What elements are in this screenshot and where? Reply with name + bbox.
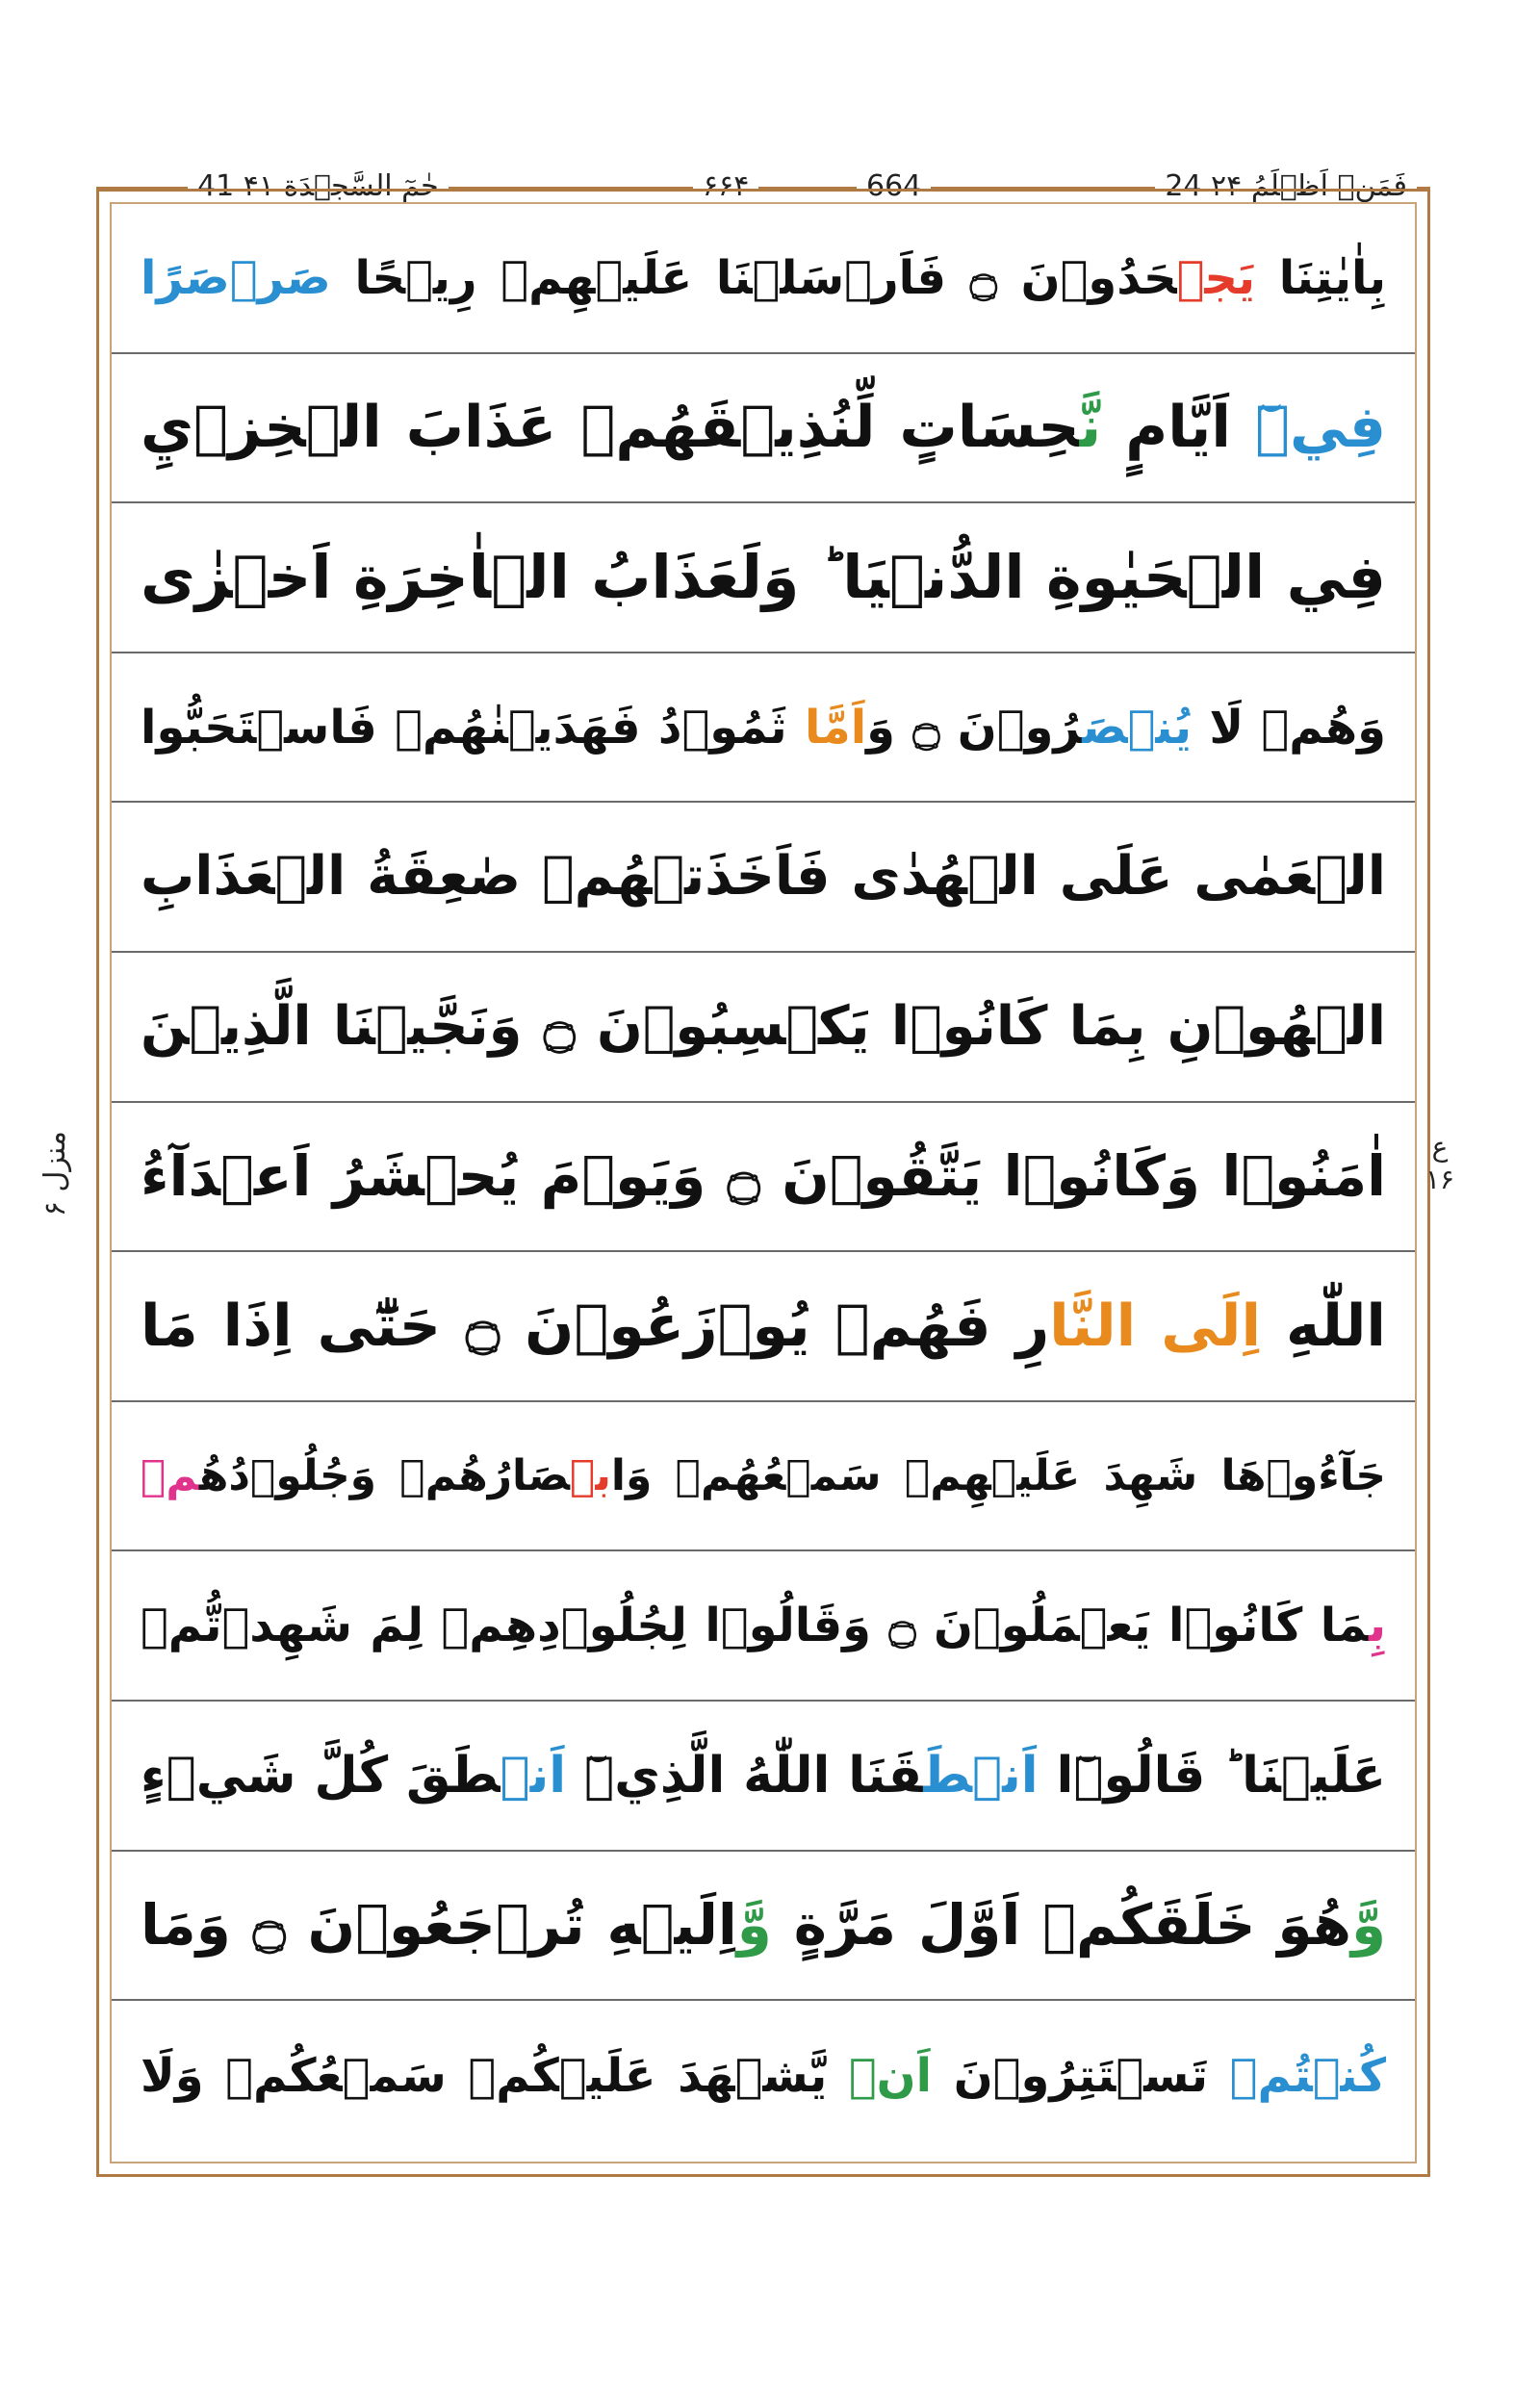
line-segment: صَارُهُمۡ وَجُلُوۡدُهُ xyxy=(198,1450,570,1500)
line-segment: اَيَّامٍ xyxy=(1101,394,1255,462)
text-line xyxy=(112,503,1415,653)
line-segment: ثَمُوۡدُ فَهَدَيۡنٰهُمۡ فَاسۡتَحَبُّوا xyxy=(141,700,805,755)
line-segment: حِسَاتٍ لِّنُذِيۡقَهُمۡ عَذَابَ الۡخِزۡيِ xyxy=(141,394,1080,462)
line-segment: يَّشۡهَدَ عَلَيۡكُمۡ سَمۡعُكُمۡ وَلَا xyxy=(141,2048,849,2103)
header-surah-label: 41 حٰمٓ السَّجۡدَة ۴۱ xyxy=(188,162,449,212)
text-line xyxy=(112,1402,1415,1552)
tajweed-highlight: بۡ xyxy=(569,1450,611,1500)
tajweed-highlight: اِلَى النَّا xyxy=(1049,1292,1262,1360)
page-number-urdu: ۶۶۴ xyxy=(693,162,758,212)
text-line xyxy=(112,1852,1415,2002)
tajweed-highlight: فِيۡٓ xyxy=(1254,394,1386,462)
text-lines xyxy=(112,204,1415,2151)
text-line xyxy=(112,1252,1415,1402)
tajweed-highlight: يَجۡ xyxy=(1176,250,1255,305)
tajweed-highlight: كُنۡتُمۡ xyxy=(1229,2048,1387,2103)
line-segment: رِ فَهُمۡ يُوۡزَعُوۡنَ ۝ حَتّٰٓى اِذَا مَا xyxy=(141,1292,1050,1360)
text-line xyxy=(112,2001,1415,2151)
tajweed-highlight: وَّ xyxy=(1350,1892,1387,1959)
text-line xyxy=(112,1702,1415,1852)
tajweed-highlight: اَنۡطَ xyxy=(923,1746,1039,1805)
line-segment: مَا كَانُوۡا يَعۡمَلُوۡنَ ۝ وَقَالُوۡا لِجُلُوۡدِهِمۡ لِمَ شَهِدۡتُّمۡ xyxy=(141,1599,1369,1653)
tajweed-highlight: وَّ xyxy=(736,1892,772,1959)
page-number: 664 xyxy=(857,162,931,212)
line-segment: جَآءُوۡهَا شَهِدَ عَلَيۡهِمۡ سَمۡعُهُمۡ وَا xyxy=(610,1450,1386,1500)
line-segment: حَدُوۡنَ ۝ فَاَرۡسَلۡنَا عَلَيۡهِمۡ رِيۡحًا xyxy=(330,250,1177,305)
header-juz-label: 24 فَمَنۡ اَظۡلَمُ ۲۴ xyxy=(1155,162,1417,212)
tajweed-highlight: اَنۡ xyxy=(500,1746,567,1805)
tajweed-highlight: مۡ xyxy=(141,1450,199,1500)
line-segment: طَقَ كُلَّ شَيۡءٍ xyxy=(141,1746,500,1805)
text-line xyxy=(112,1103,1415,1253)
text-line xyxy=(112,953,1415,1103)
line-segment: رُوۡنَ ۝ وَ xyxy=(866,700,1083,755)
line-segment: الۡهُوۡنِ بِمَا كَانُوۡا يَكۡسِبُوۡنَ ۝ وَنَجَّيۡنَا الَّذِيۡنَ xyxy=(141,994,1386,1058)
text-line xyxy=(112,354,1415,504)
line-segment: فِي الۡحَيٰوةِ الدُّنۡيَا ؕ وَلَعَذَابُ الۡاٰخِرَةِ اَخۡزٰى xyxy=(141,541,1386,612)
line-segment: بِاٰيٰتِنَا xyxy=(1255,250,1387,305)
tajweed-highlight: اَنۡ xyxy=(848,2048,933,2103)
text-line xyxy=(112,1551,1415,1702)
tajweed-highlight: بِ xyxy=(1368,1599,1387,1653)
line-segment: هُوَ خَلَقَكُمۡ اَوَّلَ مَرَّةٍ xyxy=(771,1892,1351,1959)
tajweed-highlight: صَرۡصَرًا xyxy=(141,250,331,305)
tajweed-highlight: يُنۡصَ xyxy=(1082,700,1192,755)
tajweed-highlight: اَمَّا xyxy=(804,700,867,755)
line-segment: قَنَا اللّٰهُ الَّذِيۡٓ xyxy=(566,1746,924,1805)
manzil-label: منزل ۶ xyxy=(38,1131,72,1217)
text-line xyxy=(112,204,1415,354)
line-segment: تَسۡتَتِرُوۡنَ xyxy=(932,2048,1230,2103)
line-segment: وَهُمۡ لَا xyxy=(1192,700,1386,755)
line-segment: اٰمَنُوۡا وَكَانُوۡا يَتَّقُوۡنَ ۝ وَيَوۡمَ يُحۡشَرُ اَعۡدَآءُ xyxy=(141,1143,1386,1210)
text-line xyxy=(112,653,1415,804)
line-segment: عَلَيۡنَا ؕ قَالُوۡٓا xyxy=(1038,1746,1387,1805)
line-segment: الۡعَمٰى عَلَى الۡهُدٰى فَاَخَذَتۡهُمۡ صٰعِقَةُ الۡعَذَابِ xyxy=(141,845,1386,909)
tajweed-highlight: نَّ xyxy=(1079,394,1102,462)
line-segment: اِلَيۡهِ تُرۡجَعُوۡنَ ۝ وَمَا xyxy=(141,1892,737,1959)
text-line xyxy=(112,803,1415,953)
ruku-marker: ع ۱۶ xyxy=(1424,1131,1455,1195)
line-segment: اللّٰهِ xyxy=(1261,1292,1386,1360)
